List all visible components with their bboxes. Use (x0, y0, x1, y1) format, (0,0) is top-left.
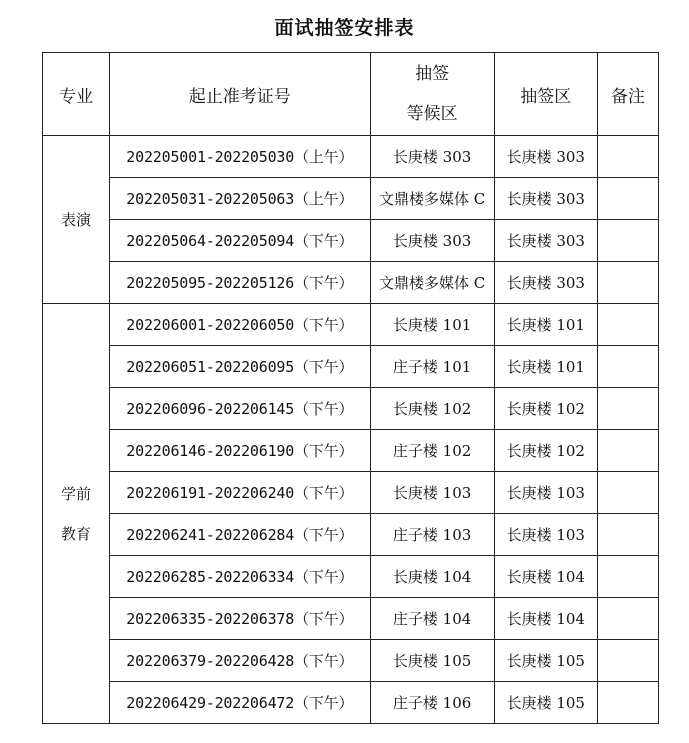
note-cell (597, 220, 658, 262)
draw-area-cell: 长庚楼 303 (494, 178, 597, 220)
range-cell: 202205001-202205030（上午） (110, 136, 370, 178)
table-row (43, 304, 659, 346)
draw-area-cell: 长庚楼 101 (494, 304, 597, 346)
table-row (43, 262, 659, 304)
note-cell (597, 388, 658, 430)
header-wait-line2: 等候区 (406, 104, 458, 124)
major-preschool-line2: 教育 (61, 524, 92, 543)
note-cell (597, 472, 658, 514)
note-cell (597, 430, 658, 472)
range-cell: 202206241-202206284（下午） (110, 514, 370, 556)
wait-area-cell: 长庚楼 102 (370, 388, 494, 430)
range-cell: 202206379-202206428（下午） (110, 640, 370, 682)
wait-area-cell: 长庚楼 101 (370, 304, 494, 346)
draw-area-cell: 长庚楼 101 (494, 346, 597, 388)
header-wait-line1: 抽签 (415, 64, 450, 84)
wait-area-cell: 庄子楼 104 (370, 598, 494, 640)
wait-area-cell: 文鼎楼多媒体 C (370, 178, 494, 220)
draw-area-cell: 长庚楼 303 (494, 136, 597, 178)
range-cell: 202206051-202206095（下午） (110, 346, 370, 388)
table-row (43, 682, 659, 724)
table-row (43, 640, 659, 682)
table-row (43, 514, 659, 556)
major-preschool-line1: 学前 (61, 484, 92, 503)
range-cell: 202205095-202205126（下午） (110, 262, 370, 304)
header-range: 起止准考证号 (110, 53, 370, 136)
note-cell (597, 682, 658, 724)
table-row (43, 220, 659, 262)
draw-area-cell: 长庚楼 102 (494, 388, 597, 430)
wait-area-cell: 庄子楼 101 (370, 346, 494, 388)
note-cell (597, 136, 658, 178)
table-row (43, 178, 659, 220)
note-cell (597, 598, 658, 640)
range-cell: 202206096-202206145（下午） (110, 388, 370, 430)
draw-area-cell: 长庚楼 303 (494, 220, 597, 262)
table-row (43, 346, 659, 388)
header-note: 备注 (597, 53, 658, 136)
range-cell: 202206429-202206472（下午） (110, 682, 370, 724)
range-cell: 202205031-202205063（上午） (110, 178, 370, 220)
major-preschool (43, 304, 110, 724)
wait-area-cell: 庄子楼 106 (370, 682, 494, 724)
wait-area-cell: 长庚楼 103 (370, 472, 494, 514)
wait-area-cell: 文鼎楼多媒体 C (370, 262, 494, 304)
table-row (43, 472, 659, 514)
note-cell (597, 640, 658, 682)
table-row (43, 556, 659, 598)
note-cell (597, 262, 658, 304)
draw-area-cell: 长庚楼 104 (494, 598, 597, 640)
table-row (43, 136, 659, 178)
range-cell: 202206191-202206240（下午） (110, 472, 370, 514)
page-title: 面试抽签安排表 (274, 17, 415, 39)
draw-area-cell: 长庚楼 105 (494, 640, 597, 682)
draw-area-cell: 长庚楼 303 (494, 262, 597, 304)
table-row (43, 598, 659, 640)
note-cell (597, 304, 658, 346)
interview-schedule-table (42, 52, 659, 724)
major-performance: 表演 (43, 136, 110, 304)
header-draw-area: 抽签区 (494, 53, 597, 136)
wait-area-cell: 长庚楼 303 (370, 136, 494, 178)
table-row (43, 388, 659, 430)
range-cell: 202206285-202206334（下午） (110, 556, 370, 598)
wait-area-cell: 庄子楼 103 (370, 514, 494, 556)
note-cell (597, 514, 658, 556)
draw-area-cell: 长庚楼 103 (494, 514, 597, 556)
wait-area-cell: 长庚楼 303 (370, 220, 494, 262)
header-wait-area (370, 53, 494, 136)
note-cell (597, 178, 658, 220)
wait-area-cell: 长庚楼 104 (370, 556, 494, 598)
header-row (43, 53, 659, 136)
range-cell: 202206335-202206378（下午） (110, 598, 370, 640)
wait-area-cell: 庄子楼 102 (370, 430, 494, 472)
table-row (43, 430, 659, 472)
range-cell: 202206001-202206050（下午） (110, 304, 370, 346)
range-cell: 202205064-202205094（下午） (110, 220, 370, 262)
draw-area-cell: 长庚楼 102 (494, 430, 597, 472)
wait-area-cell: 长庚楼 105 (370, 640, 494, 682)
header-major: 专业 (43, 53, 110, 136)
note-cell (597, 556, 658, 598)
draw-area-cell: 长庚楼 105 (494, 682, 597, 724)
draw-area-cell: 长庚楼 103 (494, 472, 597, 514)
note-cell (597, 346, 658, 388)
range-cell: 202206146-202206190（下午） (110, 430, 370, 472)
draw-area-cell: 长庚楼 104 (494, 556, 597, 598)
